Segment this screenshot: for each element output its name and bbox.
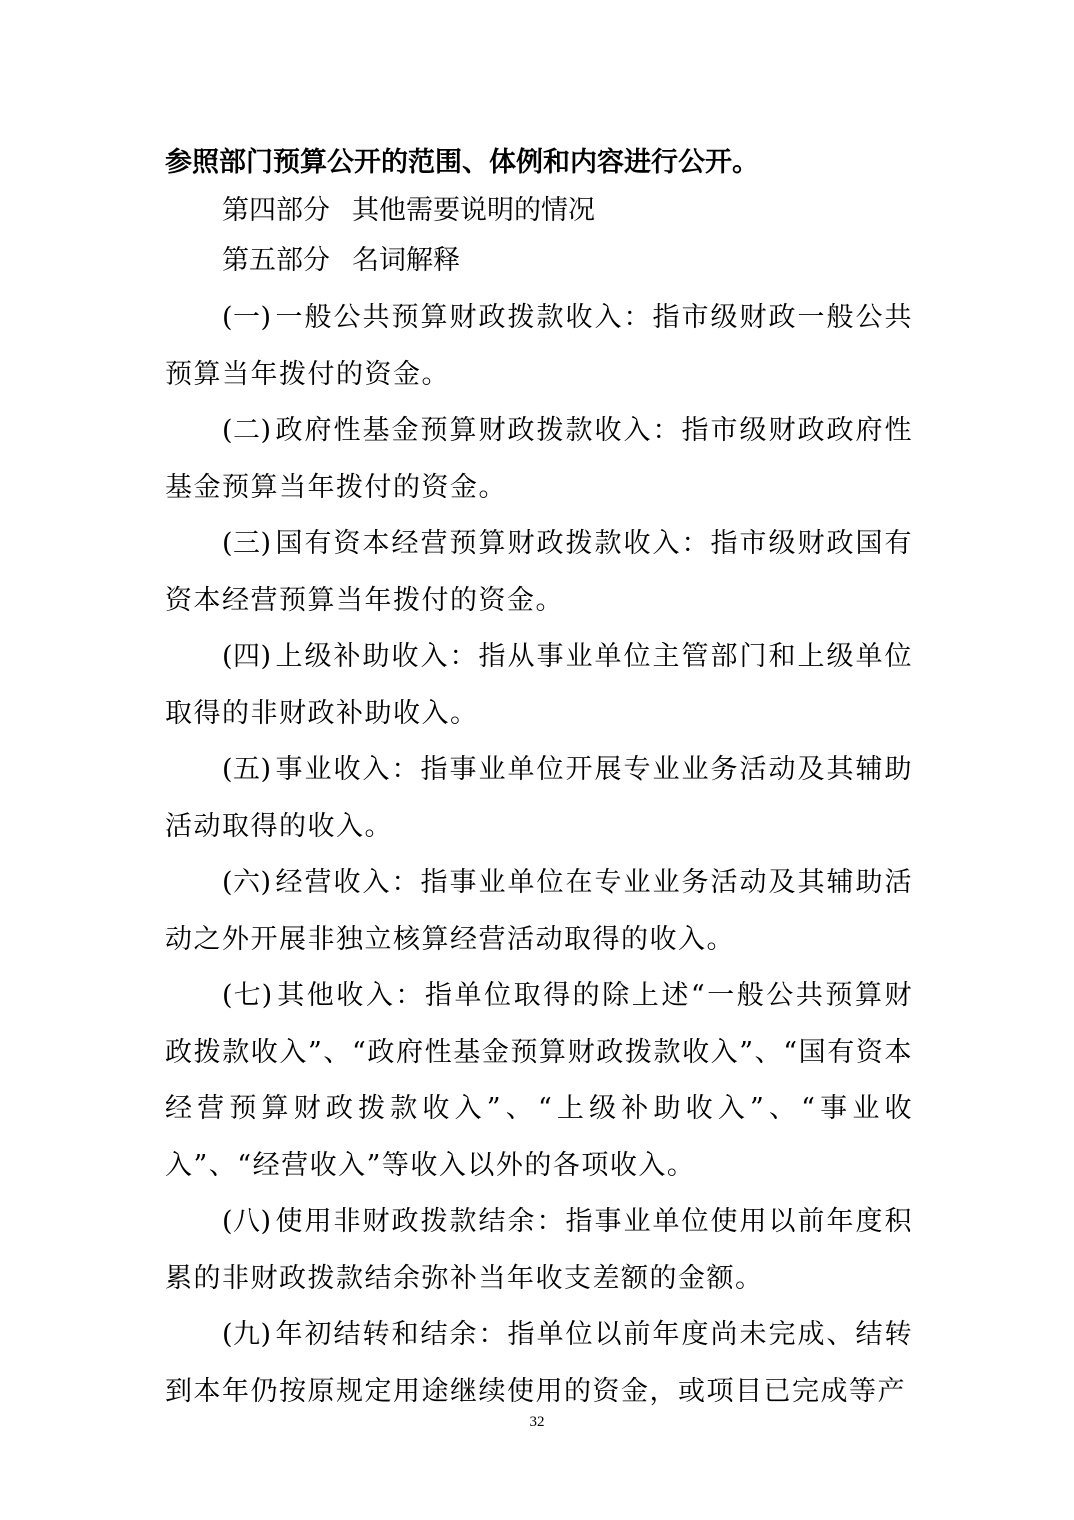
definition-label: (六) [222,867,272,898]
definition-text: 一般公共预算财政拨款收入：指市级财政一般公共预算当年拨付的资金。 [165,302,913,390]
section-part-label: 第四部分 [222,195,330,226]
definition-text: 上级补助收入：指从事业单位主管部门和上级单位取得的非财政补助收入。 [165,641,913,729]
definition-label: (四) [222,641,272,672]
definition-text: 其他收入：指单位取得的除上述“一般公共预算财政拨款收入”、“政府性基金预算财政拨款收入”、“国有资本经营预算财政拨款收入”、“上级补助收入”、“事业收入”、“经营收入”等收入以外的各项收入。 [165,980,913,1181]
section-part-label: 第五部分 [222,245,330,276]
section-heading-5 [165,236,913,286]
definition-label: (八) [222,1206,272,1237]
definition-paragraph [165,516,913,629]
definition-label: (九) [222,1319,272,1350]
definition-label: (三) [222,528,272,559]
definition-paragraph [165,403,913,516]
definition-text: 经营收入：指事业单位在专业业务活动及其辅助活动之外开展非独立核算经营活动取得的收入。 [165,867,913,955]
definition-label: (七) [222,980,273,1011]
definition-text: 事业收入：指事业单位开展专业业务活动及其辅助活动取得的收入。 [165,754,913,842]
definition-paragraph [165,742,913,855]
section-heading-4 [165,186,913,236]
definition-paragraph [165,1307,913,1420]
definition-text: 使用非财政拨款结余：指事业单位使用以前年度积累的非财政拨款结余弥补当年收支差额的金额。 [165,1206,913,1294]
definition-label: (二) [222,415,272,446]
definition-paragraph [165,1194,913,1307]
page-number: 32 [529,1414,545,1430]
definition-text: 国有资本经营预算财政拨款收入：指市级财政国有资本经营预算当年拨付的资金。 [165,528,913,616]
definition-text: 政府性基金预算财政拨款收入：指市级财政政府性基金预算当年拨付的资金。 [165,415,913,503]
section-title: 名词解释 [352,245,460,276]
definition-label: (一) [222,302,272,333]
continuation-line: 参照部门预算公开的范围、体例和内容进行公开。 [165,147,759,178]
definition-paragraph [165,290,913,403]
definition-text: 年初结转和结余：指单位以前年度尚未完成、结转到本年仍按原规定用途继续使用的资金，或项目已完成等产 [165,1319,913,1407]
definition-paragraph [165,968,913,1194]
definition-paragraph [165,629,913,742]
section-title: 其他需要说明的情况 [352,195,595,226]
page-content [165,140,913,1420]
definition-paragraph [165,855,913,968]
definition-label: (五) [222,754,272,785]
